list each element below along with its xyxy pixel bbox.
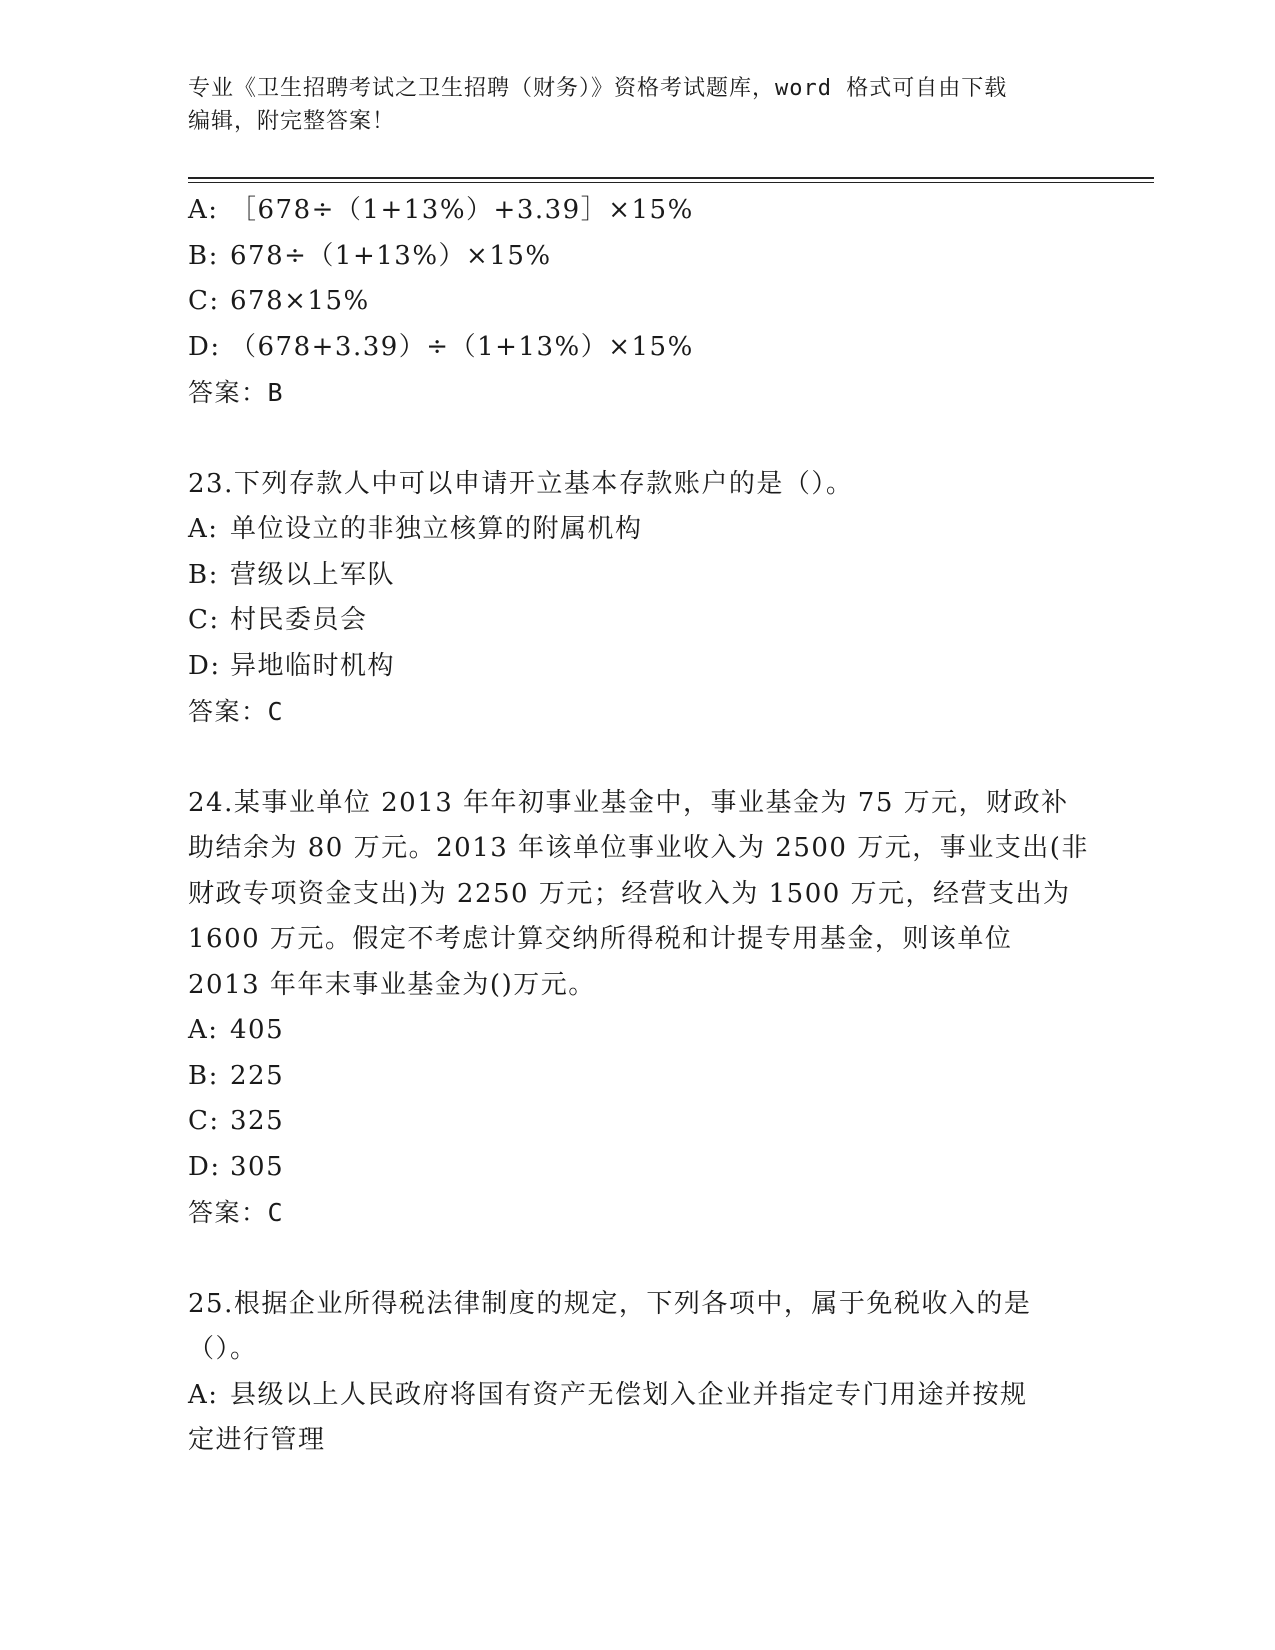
option-c — [188, 1099, 1088, 1145]
option-label: C: — [188, 605, 220, 635]
spacer — [188, 1236, 1088, 1282]
option-text: （678+3.39）÷（1+13%）×15% — [230, 331, 694, 362]
question-stem: 23.下列存款人中可以申请开立基本存款账户的是（）。 — [188, 468, 854, 499]
question-stem-line: 助结余为 80 万元。2013 年该单位事业收入为 2500 万元，事业支出(非 — [188, 833, 1089, 863]
option-d — [188, 1145, 1088, 1191]
question-24 — [188, 781, 1088, 1236]
option-text: 营级以上军队 — [230, 559, 396, 590]
spacer — [188, 416, 1088, 462]
option-a — [188, 1008, 1088, 1054]
question-23 — [188, 462, 1088, 735]
header-line-2: 编辑，附完整答案！ — [188, 109, 396, 134]
option-b — [188, 234, 1088, 280]
option-label: B: — [188, 559, 219, 590]
answer: 答案：C — [188, 1198, 285, 1227]
option-text: 405 — [230, 1015, 285, 1045]
question-stem-line: 24.某事业单位 2013 年年初事业基金中，事业基金为 75 万元，财政补 — [188, 787, 1069, 818]
option-c — [188, 598, 1088, 644]
header-divider-thin — [188, 182, 1154, 183]
option-d — [188, 644, 1088, 690]
option-label: A: — [188, 1015, 219, 1045]
option-text: ［678÷（1+13%）+3.39］×15% — [230, 195, 694, 225]
option-label: D: — [188, 331, 221, 362]
question-content — [188, 188, 1088, 1464]
option-a — [188, 1373, 1088, 1419]
option-text: 305 — [230, 1151, 285, 1182]
question-stem-line: 25.根据企业所得税法律制度的规定，下列各项中，属于免税收入的是 — [188, 1288, 1032, 1319]
option-text: 县级以上人民政府将国有资产无偿划入企业并指定专门用途并按规 — [230, 1379, 1028, 1410]
option-label: C: — [188, 1106, 220, 1136]
option-a — [188, 188, 1088, 234]
option-label: B: — [188, 240, 219, 271]
answer: 答案：B — [188, 378, 285, 407]
document-header — [188, 72, 1088, 138]
question-25 — [188, 1282, 1088, 1464]
option-text-continuation: 定进行管理 — [188, 1425, 326, 1455]
option-b — [188, 1054, 1088, 1100]
option-d — [188, 325, 1088, 371]
option-label: A: — [188, 195, 219, 225]
question-stem-line: 2013 年年末事业基金为()万元。 — [188, 969, 596, 1000]
question-stem-line: （）。 — [188, 1334, 258, 1364]
option-text: 村民委员会 — [230, 605, 368, 635]
option-text: 225 — [230, 1060, 285, 1091]
header-line-1: 专业《卫生招聘考试之卫生招聘（财务）》资格考试题库，word 格式可自由下载 — [188, 76, 1008, 101]
option-label: B: — [188, 1060, 219, 1091]
option-a — [188, 507, 1088, 553]
answer: 答案：C — [188, 697, 285, 726]
option-text: 异地临时机构 — [230, 650, 396, 681]
option-text: 678÷（1+13%）×15% — [230, 240, 552, 271]
option-label: D: — [188, 650, 221, 681]
question-22 — [188, 188, 1088, 416]
option-label: A: — [188, 514, 219, 544]
option-label: A: — [188, 1379, 219, 1410]
option-text: 单位设立的非独立核算的附属机构 — [230, 514, 643, 544]
option-label: C: — [188, 286, 220, 316]
header-divider-thick — [188, 177, 1154, 179]
question-stem-line: 1600 万元。假定不考虑计算交纳所得税和计提专用基金，则该单位 — [188, 924, 1013, 954]
option-c — [188, 279, 1088, 325]
question-stem-line: 财政专项资金支出)为 2250 万元；经营收入为 1500 万元，经营支出为 — [188, 878, 1071, 909]
option-text: 678×15% — [230, 286, 370, 316]
option-text: 325 — [230, 1106, 285, 1136]
spacer — [188, 735, 1088, 781]
option-b — [188, 553, 1088, 599]
option-label: D: — [188, 1151, 221, 1182]
